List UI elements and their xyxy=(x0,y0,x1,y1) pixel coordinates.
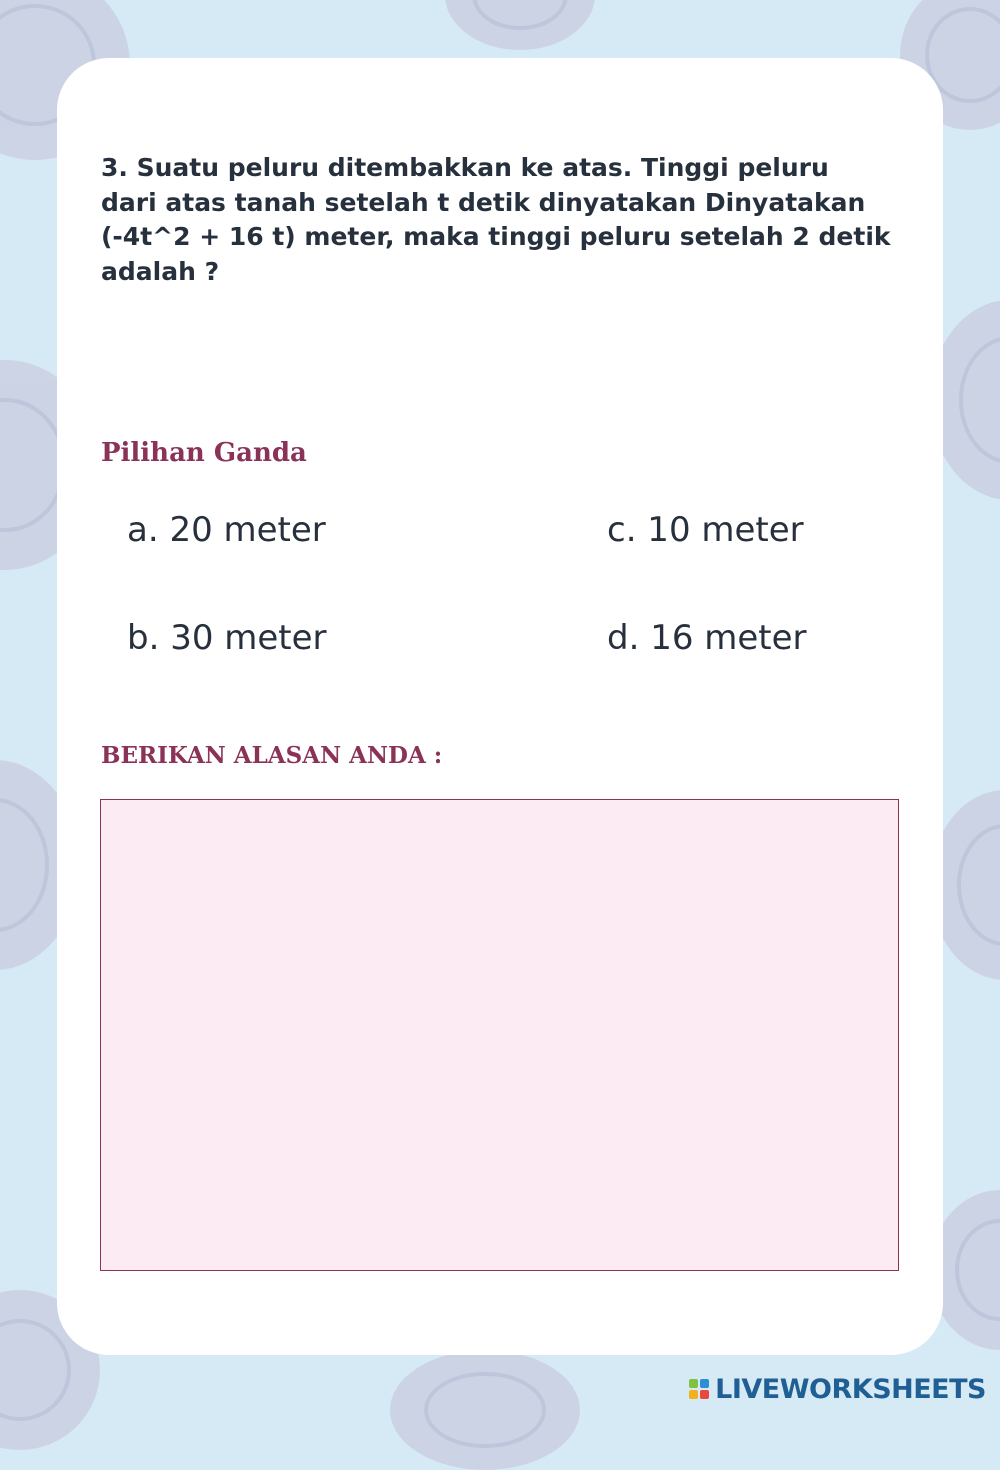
worksheet-card xyxy=(57,58,943,1355)
option-d[interactable]: d. 16 meter xyxy=(607,618,807,658)
question-text: 3. Suatu peluru ditembakkan ke atas. Tinggi peluru dari atas tanah setelah t detik dinyatakan Dinyatakan (-4t^2 + 16 t) meter, maka tinggi peluru setelah 2 detik adalah ? xyxy=(101,153,891,286)
background-seal xyxy=(390,1350,580,1470)
logo-text: LIVEWORKSHEETS xyxy=(715,1373,986,1405)
background-seal xyxy=(445,0,595,50)
logo-square-blue xyxy=(700,1379,709,1388)
reason-title: BERIKAN ALASAN ANDA : xyxy=(101,742,443,769)
reason-answer-box[interactable] xyxy=(100,799,899,1271)
option-a[interactable]: a. 20 meter xyxy=(127,510,326,550)
liveworksheets-logo xyxy=(689,1373,986,1405)
option-c[interactable]: c. 10 meter xyxy=(607,510,804,550)
logo-square-yellow xyxy=(689,1390,698,1399)
logo-square-red xyxy=(700,1390,709,1399)
multiple-choice-title: Pilihan Ganda xyxy=(101,438,307,468)
option-b[interactable]: b. 30 meter xyxy=(127,618,327,658)
logo-square-green xyxy=(689,1379,698,1388)
liveworksheets-logo-icon xyxy=(689,1379,709,1399)
